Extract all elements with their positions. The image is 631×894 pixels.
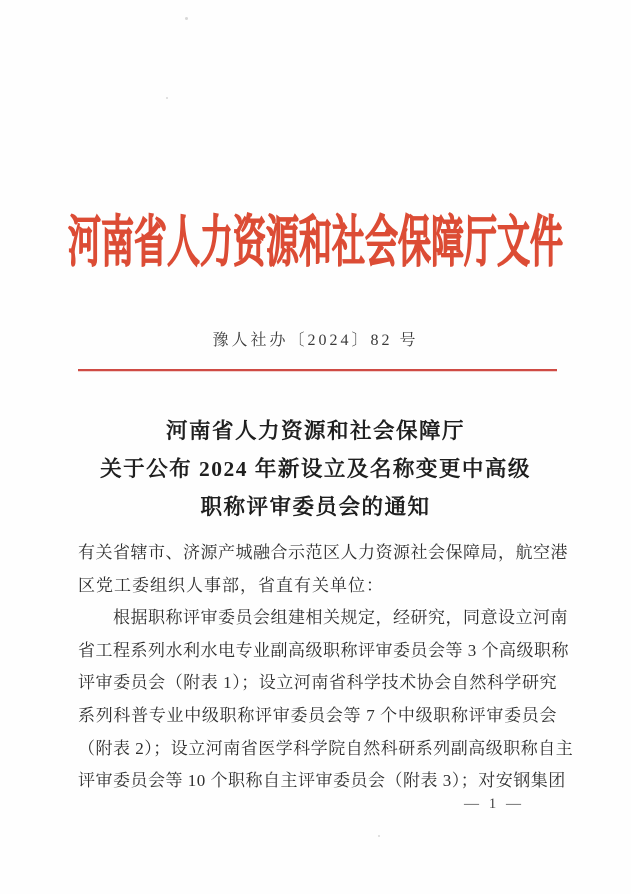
document-title [0, 412, 631, 526]
body-line: 有关省辖市、济源产城融合示范区人力资源社会保障局，航空港 [78, 543, 568, 562]
body-line: 评审委员会（附表 1）；设立河南省科学技术协会自然科学研究 [78, 673, 557, 693]
scan-speck [185, 17, 188, 20]
body-line: 省工程系列水利水电专业副高级职称评审委员会等 3 个高级职称 [78, 640, 569, 660]
body-line: 系列科普专业中级职称评审委员会等 7 个中级职称评审委员会 [78, 705, 557, 725]
scan-speck [166, 97, 168, 99]
body-line: 根据职称评审委员会组建相关规定，经研究，同意设立河南 [113, 608, 568, 628]
title-line-2: 关于公布 2024 年新设立及名称变更中高级 [100, 457, 531, 481]
masthead-title: 河南省人力资源和社会保障厅文件 [68, 213, 563, 275]
title-line-1: 河南省人力资源和社会保障厅 [165, 419, 465, 443]
document-body [78, 537, 574, 798]
title-line-3: 职称评审委员会的通知 [200, 495, 431, 519]
red-divider-line [78, 369, 557, 371]
body-line: 区党工委组织人事部，省直有关单位： [78, 575, 384, 595]
page-number: — 1 — [464, 796, 524, 812]
scan-speck [378, 835, 380, 837]
body-line: 评审委员会等 10 个职称自主评审委员会（附表 3）；对安钢集团 [78, 771, 566, 791]
body-line: （附表 2）；设立河南省医学科学院自然科研系列副高级职称自主 [78, 738, 574, 758]
document-number: 豫人社办〔2024〕82 号 [212, 332, 419, 349]
